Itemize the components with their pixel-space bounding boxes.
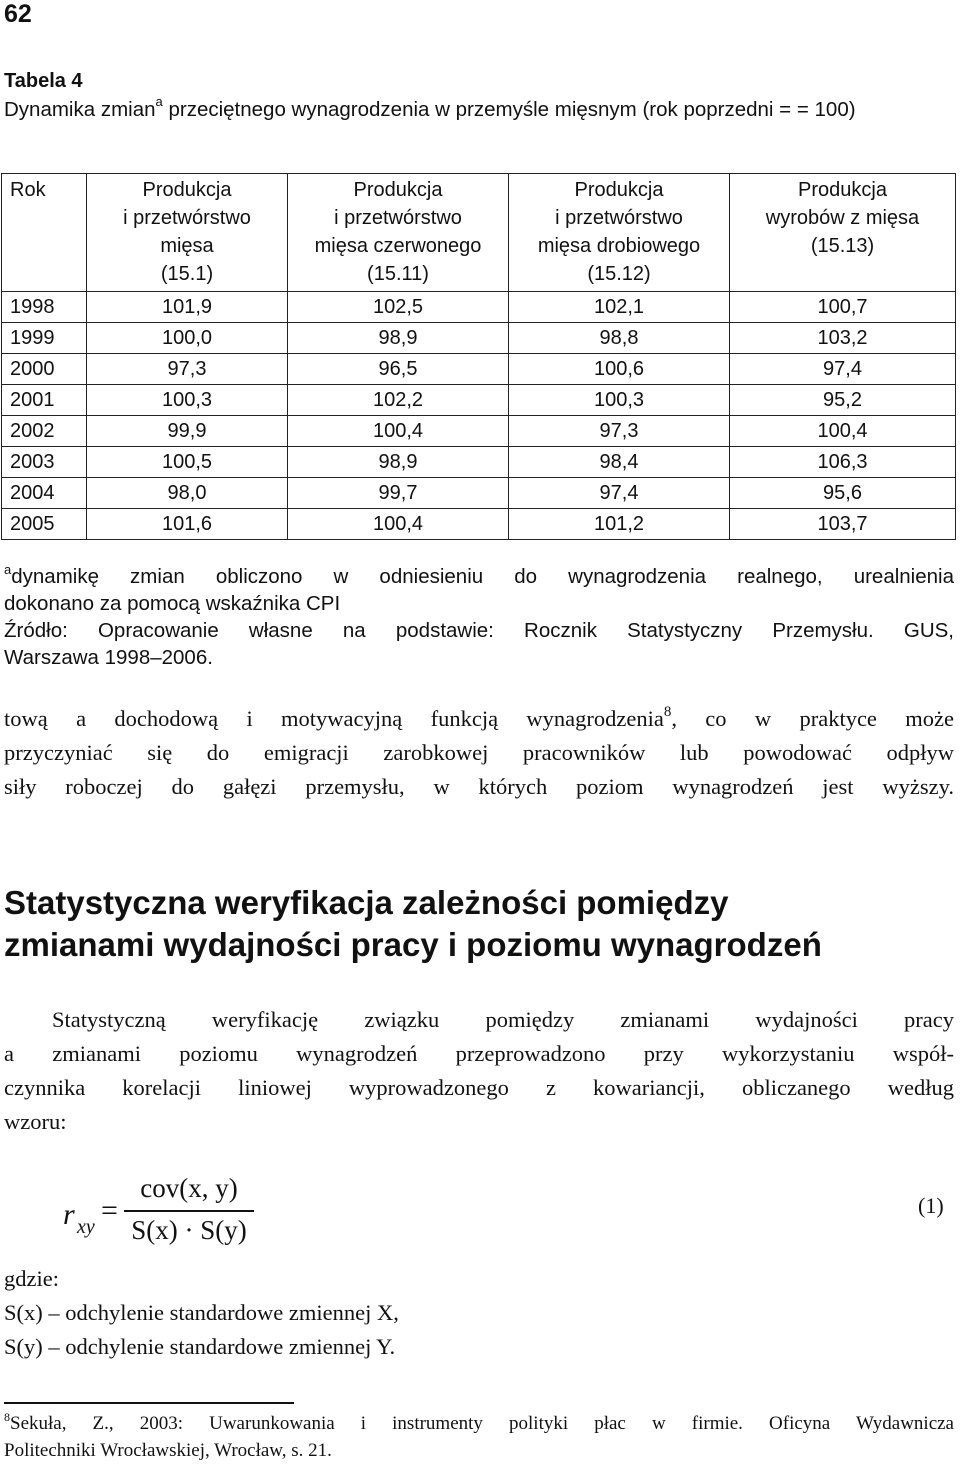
source-line: Warszawa 1998–2006.	[4, 646, 213, 669]
year-cell: 2003	[2, 447, 87, 478]
header-meat-production: Produkcja i przetwórstwo mięsa (15.1)	[87, 174, 288, 292]
formula-legend	[4, 1262, 399, 1364]
table-notes	[4, 563, 954, 671]
correlation-formula	[0, 1170, 960, 1260]
table-cell: 100,0	[87, 323, 288, 354]
legend-item: S(y) – odchylenie standardowe zmiennej Y.	[4, 1334, 396, 1359]
footnote-ref: 8	[663, 704, 672, 720]
formula-equals: =	[101, 1194, 118, 1227]
table-cell: 106,3	[730, 447, 956, 478]
table-footnote-line: $^a$dynamikę zmian obliczono w odniesieniu do wynagrodzenia realnego, urealnienia	[4, 562, 954, 588]
table-cell: 100,3	[87, 385, 288, 416]
footnote-line: $^8$Sekuła, Z., 2003: Uwarunkowania i instrumenty polityki płac w firmie. Oficyna Wydawnicza	[4, 1410, 954, 1434]
table-row	[2, 447, 956, 478]
table-footnote-line: dokonano za pomocą wskaźnika CPI	[4, 592, 341, 615]
table-row	[2, 416, 956, 447]
caption-text-start: Dynamika zmian	[4, 98, 156, 121]
header-year: Rok	[2, 174, 87, 292]
table-cell: 100,4	[288, 416, 509, 447]
table-cell: 97,3	[509, 416, 730, 447]
paragraph-line: przyczyniać się do emigracji zarobkowej pracowników lub powodować odpływ	[4, 740, 954, 765]
table-cell: 102,2	[288, 385, 509, 416]
formula-lhs: r	[63, 1198, 75, 1231]
year-cell: 2005	[2, 509, 87, 540]
heading-line: Statystyczna weryfikacja zależności pomiędzy	[4, 884, 729, 921]
footnote-marker: a	[4, 562, 12, 577]
table-cell: 98,9	[288, 323, 509, 354]
table-row	[2, 354, 956, 385]
table-cell: 100,4	[730, 416, 956, 447]
table-row	[2, 292, 956, 323]
section-heading	[4, 882, 822, 966]
table-cell: 102,1	[509, 292, 730, 323]
table-row	[2, 478, 956, 509]
table-cell: 102,5	[288, 292, 509, 323]
paragraph-line: Statystyczną weryfikację związku pomiędzy zmianami wydajności pracy	[52, 1007, 954, 1032]
table-cell: 95,2	[730, 385, 956, 416]
table-cell: 99,9	[87, 416, 288, 447]
legend-item: S(x) – odchylenie standardowe zmiennej X,	[4, 1300, 399, 1325]
year-cell: 2002	[2, 416, 87, 447]
table-cell: 100,4	[288, 509, 509, 540]
wage-dynamics-table	[1, 173, 956, 540]
footnote-divider	[4, 1402, 294, 1404]
year-cell: 2001	[2, 385, 87, 416]
table-caption	[4, 95, 954, 124]
header-poultry-production: Produkcja i przetwórstwo mięsa drobiowego (15.12)	[509, 174, 730, 292]
caption-text-end: przeciętnego wynagrodzenia w przemyśle mięsnym (rok poprzedni = = 100)	[162, 98, 856, 121]
table-cell: 103,2	[730, 323, 956, 354]
footnote	[4, 1410, 954, 1464]
table-row	[2, 509, 956, 540]
year-cell: 1999	[2, 323, 87, 354]
table-cell: 97,3	[87, 354, 288, 385]
legend-label: gdzie:	[4, 1266, 59, 1291]
page-number: 62	[4, 0, 32, 28]
table-cell: 98,9	[288, 447, 509, 478]
paragraph-line: a zmianami poziomu wynagrodzeń przeprowadzono przy wykorzystaniu współ-	[4, 1041, 954, 1066]
paragraph-line: wzoru:	[4, 1109, 67, 1134]
year-cell: 1998	[2, 292, 87, 323]
source-line: Źródło: Opracowanie własne na podstawie: Rocznik Statystyczny Przemysłu. GUS,	[4, 619, 954, 642]
footnote-number: 8	[4, 1410, 10, 1424]
paragraph-line: tową a dochodową i motywacyjną funkcją wynagrodzenia$^8$, co w praktyce może	[4, 704, 954, 731]
formula-lhs-subscript: xy	[77, 1216, 95, 1238]
paragraph-line: siły roboczej do gałęzi przemysłu, w których poziom wynagrodzeń jest wyższy.	[4, 774, 954, 799]
table-cell: 101,6	[87, 509, 288, 540]
fraction-bar	[124, 1210, 254, 1212]
table-cell: 100,3	[509, 385, 730, 416]
table-row	[2, 385, 956, 416]
header-red-meat-production: Produkcja i przetwórstwo mięsa czerwonego (15.11)	[288, 174, 509, 292]
footnote-line: Politechniki Wrocławskiej, Wrocław, s. 21.	[4, 1440, 332, 1461]
equation-number: (1)	[918, 1193, 944, 1218]
header-meat-products: Produkcja wyrobów z mięsa (15.13)	[730, 174, 956, 292]
table-cell: 100,5	[87, 447, 288, 478]
paragraph-line: czynnika korelacji liniowej wyprowadzonego z kowariancji, obliczanego według	[4, 1075, 954, 1100]
table-cell: 100,6	[509, 354, 730, 385]
table-cell: 95,6	[730, 478, 956, 509]
table-cell: 100,7	[730, 292, 956, 323]
heading-line: zmianami wydajności pracy i poziomu wynagrodzeń	[4, 926, 822, 963]
table-cell: 98,4	[509, 447, 730, 478]
table-cell: 99,7	[288, 478, 509, 509]
formula-numerator: cov(x, y)	[140, 1173, 238, 1203]
year-cell: 2004	[2, 478, 87, 509]
body-paragraph-1	[4, 702, 954, 804]
caption-superscript: a	[155, 94, 163, 109]
table-row	[2, 323, 956, 354]
table-cell: 97,4	[509, 478, 730, 509]
table-cell: 97,4	[730, 354, 956, 385]
table-label: Tabela 4	[4, 70, 83, 92]
year-cell: 2000	[2, 354, 87, 385]
table-cell: 103,7	[730, 509, 956, 540]
table-cell: 98,0	[87, 478, 288, 509]
table-cell: 101,2	[509, 509, 730, 540]
table-cell: 96,5	[288, 354, 509, 385]
formula-denominator: S(x) · S(y)	[131, 1215, 247, 1245]
table-cell: 98,8	[509, 323, 730, 354]
table-cell: 101,9	[87, 292, 288, 323]
body-paragraph-2	[4, 1003, 954, 1139]
table-header-row	[2, 174, 956, 292]
